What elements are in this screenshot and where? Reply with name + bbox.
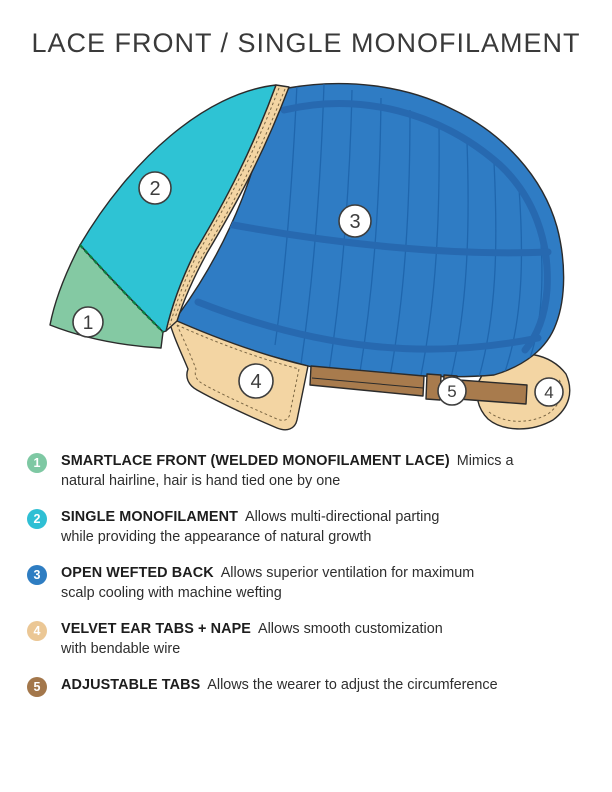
svg-text:5: 5 bbox=[447, 382, 457, 401]
legend-label-4: VELVET EAR TABS + NAPE bbox=[61, 621, 251, 637]
legend-badge-5: 5 bbox=[27, 677, 47, 697]
callout-2 bbox=[139, 172, 171, 204]
legend-text-3 bbox=[61, 564, 474, 603]
legend-badge-4: 4 bbox=[27, 621, 47, 641]
callout-1 bbox=[73, 307, 103, 337]
legend-desc-4-line2: with bendable wire bbox=[61, 640, 181, 657]
legend-badge-3: 3 bbox=[27, 565, 47, 585]
callout-3 bbox=[339, 205, 371, 237]
svg-text:2: 2 bbox=[149, 178, 161, 200]
callout-4-right bbox=[535, 378, 563, 406]
svg-text:4: 4 bbox=[544, 383, 554, 402]
svg-text:1: 1 bbox=[82, 313, 94, 334]
legend-desc-1-line2: natural hairline, hair is hand tied one by one bbox=[61, 472, 341, 489]
callout-4-left bbox=[239, 364, 273, 398]
page-title: LACE FRONT / SINGLE MONOFILAMENT bbox=[31, 28, 581, 58]
legend-desc-2-line2: while providing the appearance of natural growth bbox=[61, 528, 372, 545]
legend bbox=[27, 452, 602, 714]
legend-badge-2: 2 bbox=[27, 509, 47, 529]
legend-item-velvet-ear-tabs bbox=[27, 620, 602, 659]
legend-item-smartlace-front bbox=[27, 452, 602, 491]
legend-desc-2-line1: Allows multi-directional parting bbox=[244, 509, 440, 525]
legend-desc-5-line1: Allows the wearer to adjust the circumference bbox=[207, 677, 498, 693]
legend-desc-3-line2: scalp cooling with machine wefting bbox=[61, 584, 282, 601]
legend-desc-4-line1: Allows smooth customization bbox=[257, 621, 443, 637]
legend-item-single-monofilament bbox=[27, 508, 602, 547]
legend-label-3: OPEN WEFTED BACK bbox=[61, 565, 214, 581]
legend-text-5 bbox=[61, 676, 498, 696]
legend-text-4 bbox=[61, 620, 443, 659]
legend-desc-3-line1: Allows superior ventilation for maximum bbox=[220, 565, 475, 581]
legend-text-1 bbox=[61, 452, 513, 491]
callout-5 bbox=[438, 377, 466, 405]
legend-desc-1-line1: Mimics a bbox=[456, 453, 514, 469]
legend-badge-1: 1 bbox=[27, 453, 47, 473]
legend-item-open-wefted-back bbox=[27, 564, 602, 603]
svg-text:4: 4 bbox=[250, 371, 262, 393]
legend-item-adjustable-tabs bbox=[27, 676, 602, 697]
legend-label-1: SMARTLACE FRONT (WELDED MONOFILAMENT LACE) bbox=[61, 453, 450, 469]
legend-label-2: SINGLE MONOFILAMENT bbox=[61, 509, 238, 525]
svg-text:3: 3 bbox=[349, 211, 361, 233]
legend-text-2 bbox=[61, 508, 439, 547]
legend-label-5: ADJUSTABLE TABS bbox=[61, 677, 201, 693]
